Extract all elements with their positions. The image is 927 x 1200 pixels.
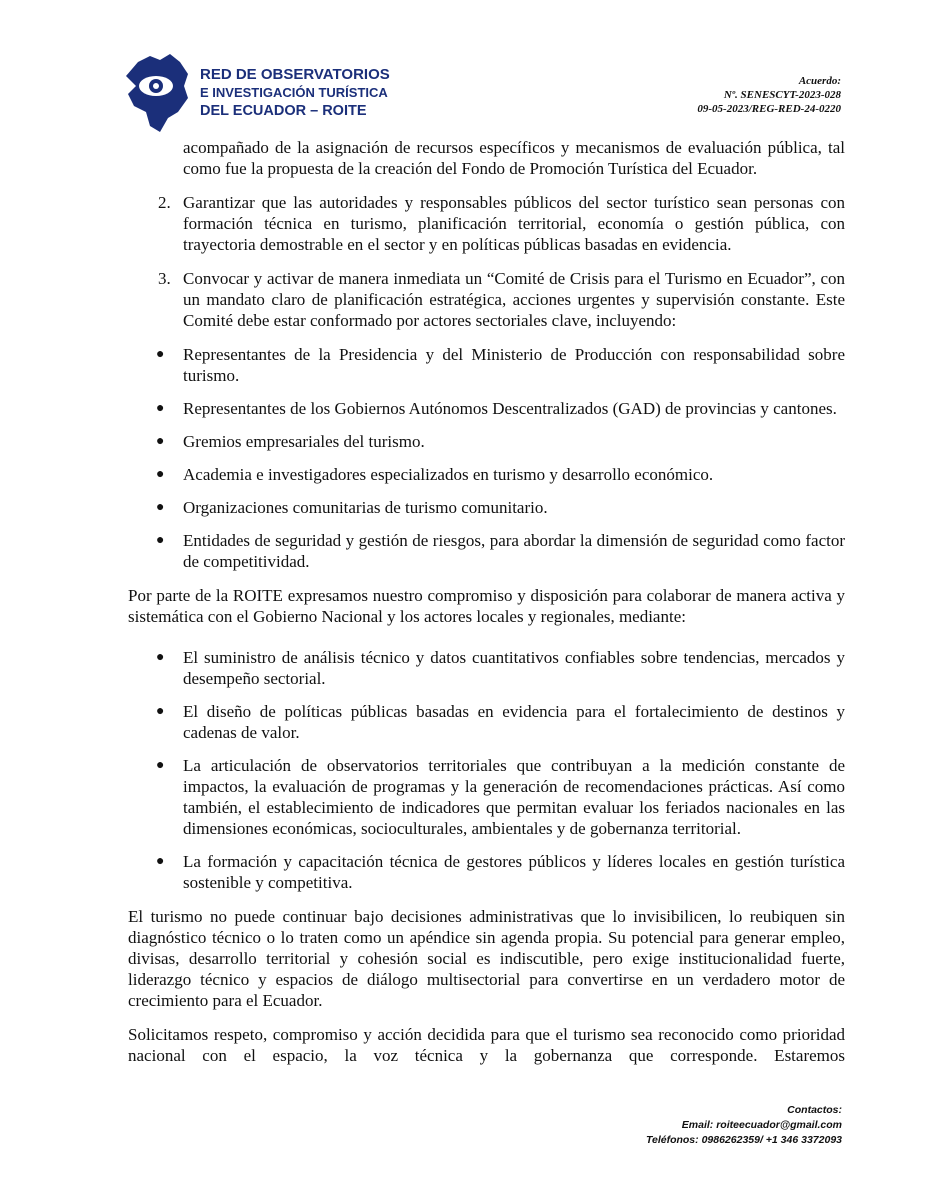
contacts-footer (646, 1103, 842, 1148)
committee-bullet (128, 530, 845, 572)
bullet-dot-icon: ● (156, 500, 165, 515)
roite-bullet (128, 755, 845, 839)
contact-email: Email: roiteecuador@gmail.com (681, 1119, 842, 1131)
agreement-ref: 09-05-2023/REG-RED-24-0220 (697, 103, 841, 115)
numbered-item-3 (128, 268, 845, 331)
committee-bullet (128, 431, 845, 452)
committee-bullet (128, 344, 845, 386)
bullet-text: Gremios empresariales del turismo. (183, 432, 425, 451)
bullet-text: Representantes de los Gobiernos Autónomos Descentralizados (GAD) de provincias y cantones. (183, 399, 837, 418)
bullet-text: El diseño de políticas públicas basadas en evidencia para el fortalecimiento de destinos y cadenas de valor. (183, 702, 845, 742)
bullet-dot-icon: ● (156, 704, 165, 719)
continuation-paragraph: acompañado de la asignación de recursos específicos y mecanismos de evaluación pública, tal como fue la propuesta de la creación del Fondo de Promoción Turística del Ecuador. (183, 138, 845, 178)
bullet-text: El suministro de análisis técnico y datos cuantitativos confiables sobre tendencias, mercados y desempeño sectorial. (183, 648, 845, 688)
numbered-item-2 (128, 192, 845, 255)
bullet-dot-icon: ● (156, 758, 165, 773)
bullet-dot-icon: ● (156, 650, 165, 665)
contacts-label: Contactos: (787, 1104, 842, 1116)
bullet-dot-icon: ● (156, 401, 165, 416)
bullet-text: La formación y capacitación técnica de gestores públicos y líderes locales en gestión turística sostenible y competitiva. (183, 852, 845, 892)
committee-bullet (128, 398, 845, 419)
committee-bullet (128, 497, 845, 518)
agreement-label: Acuerdo: (798, 75, 841, 87)
roite-paragraph: Por parte de la ROITE expresamos nuestro compromiso y disposición para colaborar de manera activa y sistemática con el Gobierno Nacional y los actores locales y regionales, mediante: (128, 586, 845, 626)
org-name-line2: E INVESTIGACIÓN TURÍSTICA (200, 85, 388, 100)
closing-paragraph: El turismo no puede continuar bajo decisiones administrativas que lo invisibilicen, lo reubiquen sin diagnóstico técnico o lo traten como un apéndice sin agenda propia. Su potencial para generar empleo, divisas, desarrollo territorial y cohesión social es indiscutible, pero exige institucionalidad fuerte, liderazgo técnico y espacios de diálogo multisectorial para convertirse en un verdadero motor de crecimiento para el Ecuador. (128, 907, 845, 1010)
bullet-dot-icon: ● (156, 434, 165, 449)
numbered-marker: 2. (158, 193, 171, 212)
roite-bullet (128, 851, 845, 893)
bullet-text: Representantes de la Presidencia y del Ministerio de Producción con responsabilidad sobre turismo. (183, 345, 845, 385)
bullet-dot-icon: ● (156, 347, 165, 362)
org-name (200, 66, 390, 120)
agreement-number: Nº. SENESCYT-2023-028 (723, 89, 841, 101)
bullet-text: Entidades de seguridad y gestión de riesgos, para abordar la dimensión de seguridad como factor de competitividad. (183, 531, 845, 571)
roite-bullet (128, 647, 845, 689)
bullet-text: Academia e investigadores especializados en turismo y desarrollo económico. (183, 465, 714, 484)
org-name-line1: RED DE OBSERVATORIOS (200, 66, 390, 83)
numbered-marker: 3. (158, 269, 171, 288)
agreement-info (697, 74, 841, 116)
contact-phones: Teléfonos: 0986262359/ +1 346 3372093 (645, 1134, 842, 1146)
roite-bullet (128, 701, 845, 743)
bullet-dot-icon: ● (156, 467, 165, 482)
bullet-dot-icon: ● (156, 533, 165, 548)
bullet-text: La articulación de observatorios territoriales que contribuyan a la medición constante de impactos, la evaluación de programas y la generación de recomendaciones prácticas. Así como también, el establecimiento de indicadores que permitan evaluar los feriados nacionales en las dimensiones económicas, socioculturales, ambientales y de gobernanza territorial. (183, 756, 845, 838)
bullet-text: Organizaciones comunitarias de turismo comunitario. (183, 498, 548, 517)
org-name-line3: DEL ECUADOR – ROITE (200, 103, 367, 119)
roite-logo-icon (124, 52, 192, 136)
bullet-dot-icon: ● (156, 854, 165, 869)
numbered-item-text: Garantizar que las autoridades y responsables públicos del sector turístico sean personas con formación técnica en turismo, planificación territorial, economía o gestión pública, con trayectoria demostrable en el sector y en políticas públicas basadas en evidencia. (183, 193, 845, 254)
final-paragraph: Solicitamos respeto, compromiso y acción decidida para que el turismo sea reconocido como prioridad nacional con el espacio, la voz técnica y la gobernanza que corresponde. Estaremos (128, 1025, 845, 1065)
numbered-item-text: Convocar y activar de manera inmediata un “Comité de Crisis para el Turismo en Ecuador”, con un mandato claro de planificación estratégica, acciones urgentes y supervisión constante. Este Comité debe estar conformado por actores sectoriales clave, incluyendo: (183, 269, 845, 330)
committee-bullet (128, 464, 845, 485)
document-body (128, 137, 845, 1066)
